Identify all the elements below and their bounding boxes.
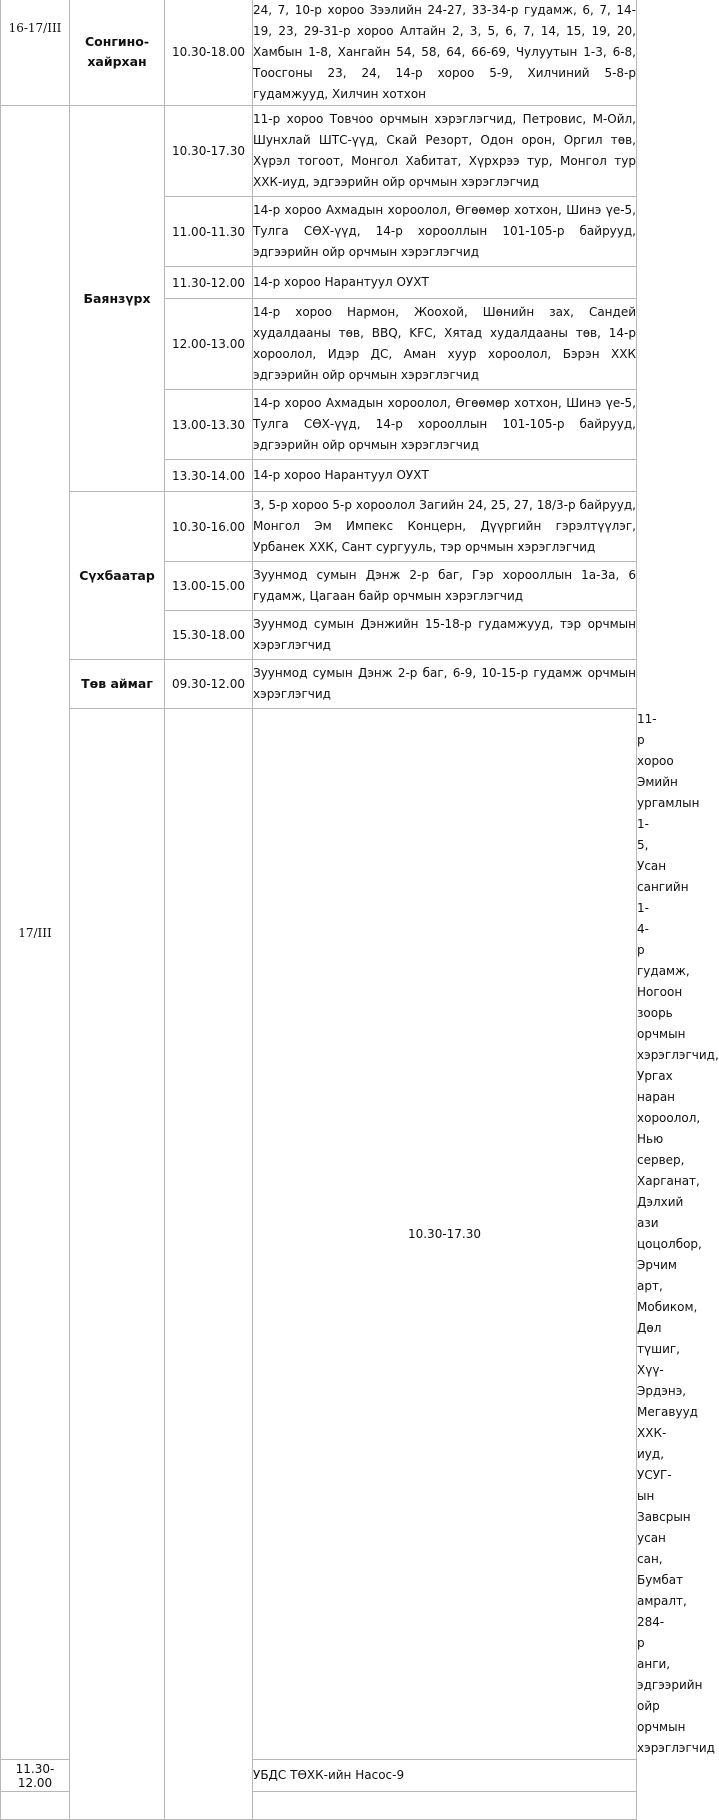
area-cell: 3, 5-р хороо 5-р хороолол Загийн 24, 25, 27, 18/3-р байрууд, Монгол Эм Импекс Концерн, Дүүргийн гэрэлтүүлэг, Урбанек ХХК, Сант сургууль, тэр орчмын хэрэглэгчид xyxy=(253,492,637,562)
table-row: 10.30-17.30 11-р хороо Эмийн ургамлын 1-5, Усан сангийн 1-4-р гудамж, Ногоон зоорь орчмын хэрэглэгчид, Ургах наран хороолол, Нью сервер, Харганат, Дэлхий ази цоцолбор, Эрчим арт, Мобиком, Дөл түшиг, Хүү-Эрдэнэ, Мегавууд ХХК-иуд, УСУГ-ын Завсрын усан сан, Бумбат амралт, 284-р анги, эдгээрийн ойр орчмын хэрэглэгчид xyxy=(1,709,637,1760)
time-cell: 15.30-18.00 xyxy=(165,611,253,660)
district-cell: Төв аймаг xyxy=(70,660,165,709)
table-row xyxy=(1,660,637,709)
time-cell xyxy=(1,1792,70,1820)
district-cell: Сүхбаатар xyxy=(70,492,165,660)
time-cell: 11.00-11.30 xyxy=(165,197,253,267)
area-cell: Зуунмод сумын Дэнж 2-р баг, Гэр хорооллын 1а-3а, 6 гудамж, Цагаан байр орчмын хэрэглэгчид xyxy=(253,562,637,611)
district-cell: Сонгино-хайрхан xyxy=(70,0,165,106)
area-cell: 14-р хороо Ахмадын хороолол, Өгөөмөр хотхон, Шинэ үе-5, Тулга СӨХ-үүд, 14-р хорооллын 101-105-р байрууд, эдгээрийн ойр орчмын хэрэглэгчид xyxy=(253,390,637,460)
time-cell: 13.30-14.00 xyxy=(165,460,253,492)
area-cell: 14-р хороо Нармон, Жоохой, Шөнийн зах, Сандей худалдааны төв, BBQ, KFC, Хятад худалдааны төв, 14-р хороолол, Идэр ДС, Аман хуур хороолол, Бэрэн ХХК эдгээрийн ойр орчмын хэрэглэгчид xyxy=(253,299,637,390)
table-row xyxy=(1,492,637,562)
table-row xyxy=(1,106,637,197)
area-cell: Зуунмод сумын Дэнж 2-р баг, 6-9, 10-15-р гудамж орчмын хэрэглэгчид xyxy=(253,660,637,709)
time-cell: 13.00-13.30 xyxy=(165,390,253,460)
time-cell: 10.30-17.30 xyxy=(253,709,637,1760)
area-cell: 14-р хороо Нарантуул ОУХТ xyxy=(253,267,637,299)
district-cell: Баянзүрх xyxy=(70,106,165,492)
area-cell: Зуунмод сумын Дэнжийн 15-18-р гудамжууд, тэр орчмын хэрэглэгчид xyxy=(253,611,637,660)
area-cell: 14-р хороо Ахмадын хороолол, Өгөөмөр хотхон, Шинэ үе-5, Тулга СӨХ-үүд, 14-р хорооллын 101-105-р байрууд, эдгээрийн ойр орчмын хэрэглэгчид xyxy=(253,197,637,267)
time-cell: 10.30-17.30 xyxy=(165,106,253,197)
time-cell: 11.30-12.00 xyxy=(165,267,253,299)
table-row xyxy=(1,0,637,106)
date-cell: 16-17/III xyxy=(1,0,70,106)
area-cell: 14-р хороо Нарантуул ОУХТ xyxy=(253,460,637,492)
date-cell xyxy=(70,709,165,1820)
time-cell: 09.30-12.00 xyxy=(165,660,253,709)
time-cell: 10.30-18.00 xyxy=(165,0,253,106)
date-cell: 17/III xyxy=(1,106,70,1760)
time-cell: 11.30-12.00 xyxy=(1,1760,70,1792)
area-cell: 11-р хороо Товчоо орчмын хэрэглэгчид, Петровис, М-Ойл, Шунхлай ШТС-үүд, Скай Резорт, Одон орон, Оргил төв, Хүрэл тогоот, Монгол Хабитат, Хүрхрээ тур, Монгол тур ХХК-иуд, эдгээрийн ойр орчмын хэрэглэгчид xyxy=(253,106,637,197)
area-cell xyxy=(253,1792,637,1820)
area-cell: 24, 7, 10-р хороо Зээлийн 24-27, 33-34-р гудамж, 6, 7, 14-19, 23, 29-31-р хороо Алтайн 2, 3, 5, 6, 7, 14, 15, 19, 20, Хамбын 1-8, Хангайн 54, 58, 64, 66-69, Чулуутын 1-3, 6-8, Тоосгоны 23, 24, 14-р хороо 5-9, Хилчиний 5-8-р гудамжууд, Хилчин хотхон xyxy=(253,0,637,106)
area-cell: УБДС ТӨХК-ийн Насос-9 xyxy=(253,1760,637,1792)
time-cell: 10.30-16.00 xyxy=(165,492,253,562)
time-cell: 12.00-13.00 xyxy=(165,299,253,390)
time-cell: 13.00-15.00 xyxy=(165,562,253,611)
district-cell xyxy=(165,709,253,1820)
